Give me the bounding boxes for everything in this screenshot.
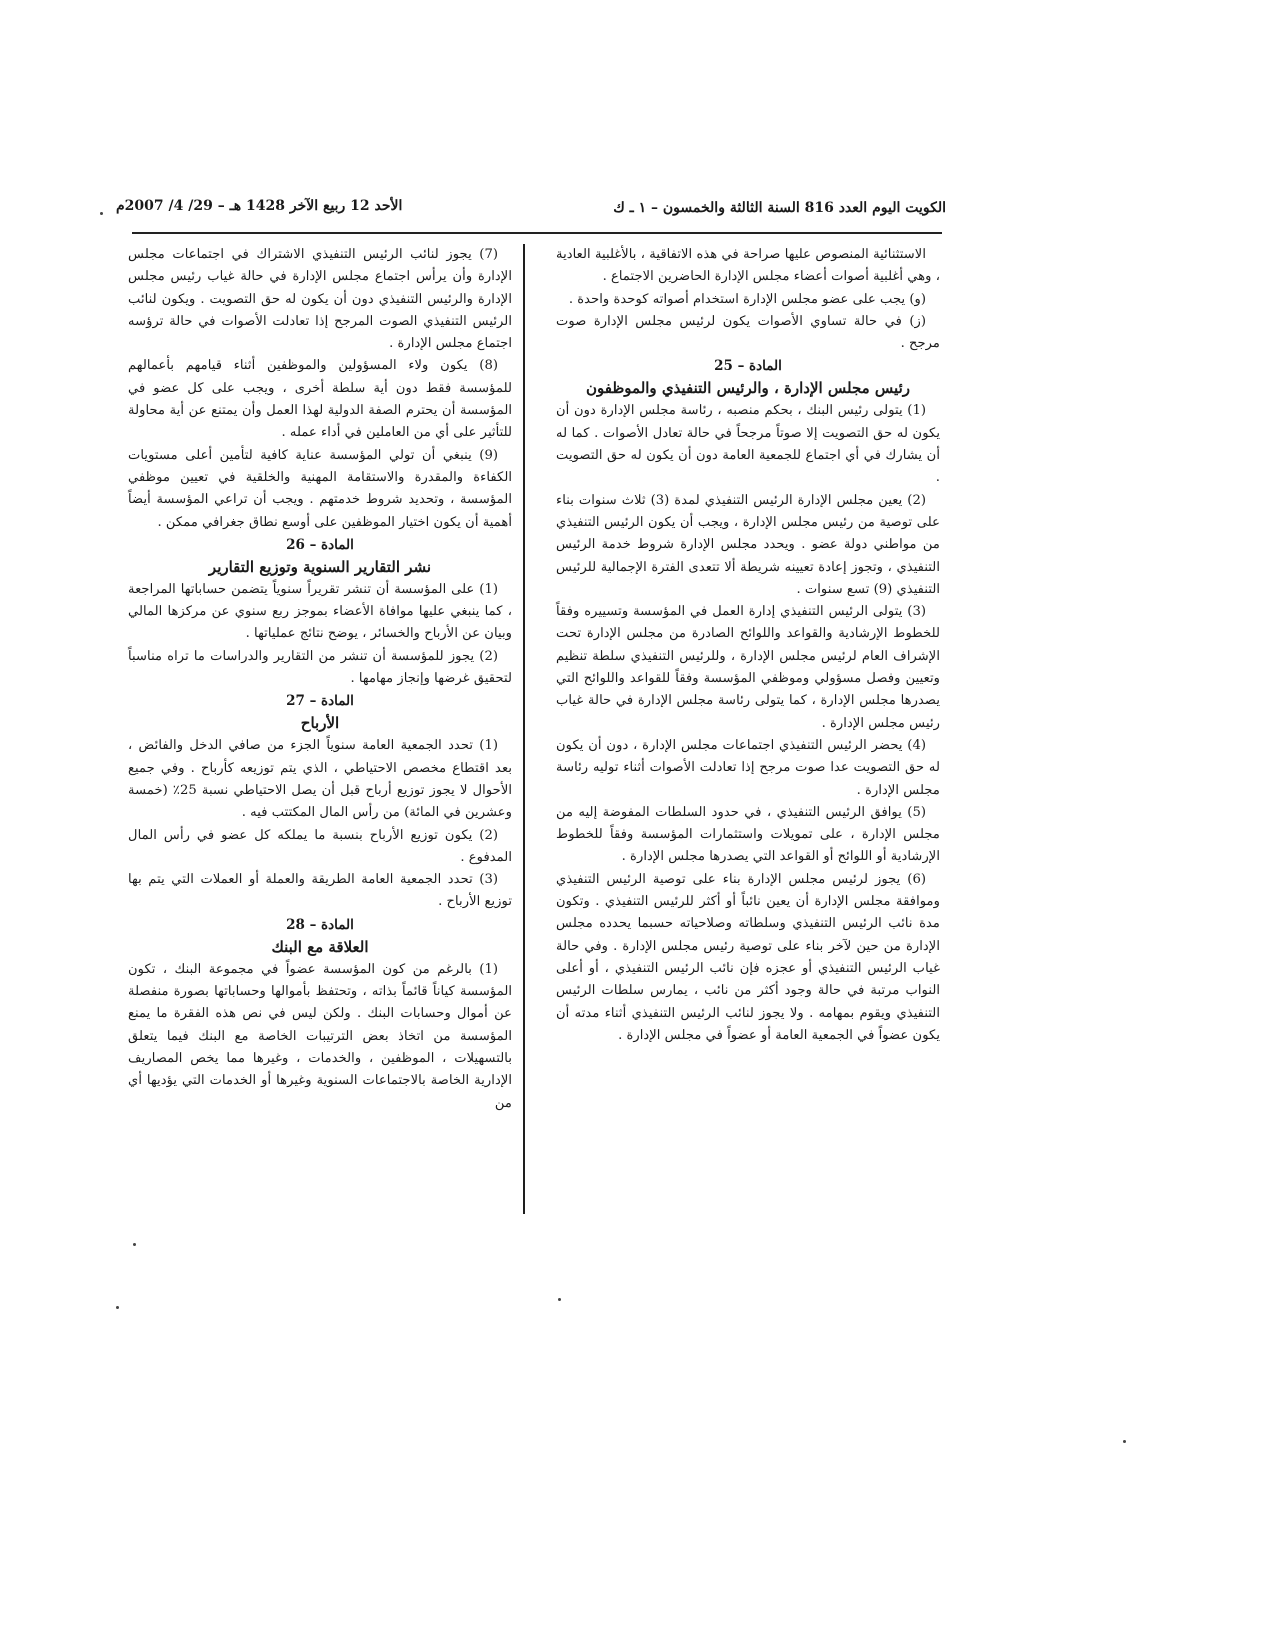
- page-header: [116, 196, 946, 222]
- paragraph: (7) يجوز لنائب الرئيس التنفيذي الاشتراك في اجتماعات مجلس الإدارة وأن يرأس اجتماع مجلس الإدارة في حالة غياب رئيس مجلس الإدارة والرئيس التنفيذي دون أن يكون له حق التصويت . ويكون لنائب الرئيس التنفيذي الصوت المرجح إذا تعادلت الأصوات في حالة ترؤسه اجتماع مجلس الإدارة .: [128, 247, 512, 352]
- article-number: المادة – 27: [286, 693, 354, 710]
- paragraph: (9) ينبغي أن تولي المؤسسة عناية كافية لتأمين أعلى مستويات الكفاءة والمقدرة والاستقامة المهنية والخلقية في تعيين موظفي المؤسسة ، وتحديد شروط خدمتهم . ويجب أن تراعي المؤسسة أيضاً أهمية أن يكون اختيار الموظفين على أوسع نطاق جغرافي ممكن .: [128, 447, 512, 530]
- paragraph: (3) يتولى الرئيس التنفيذي إدارة العمل في المؤسسة وتسييره وفقاً للخطوط الإرشادية والقواعد واللوائح الصادرة من مجلس الإدارة تحت الإشراف العام لرئيس مجلس الإدارة ، وللرئيس التنفيذي سلطة تنظيم وتعيين وفصل مسؤولي وموظفي المؤسسة وفقاً للقواعد واللوائح التي يصدرها مجلس الإدارة ، كما يتولى رئاسة مجلس الإدارة في حالة غياب رئيس مجلس الإدارة .: [556, 604, 940, 731]
- paragraph: (1) يتولى رئيس البنك ، بحكم منصبه ، رئاسة مجلس الإدارة دون أن يكون له حق التصويت إلا صوتاً مرجحاً في حالة تعادل الأصوات . كما له أن يشارك في أي اجتماع للجمعية العامة دون أن يكون له حق التصويت .: [556, 403, 940, 486]
- right-column: [556, 244, 940, 1047]
- publication-info: الكويت اليوم العدد 816 السنة الثالثة والخمسون – ١ ـ ك: [613, 200, 946, 216]
- article-number: المادة – 25: [714, 358, 782, 375]
- article-title: الأرباح: [300, 714, 340, 733]
- article-title: نشر التقارير السنوية وتوزيع التقارير: [208, 557, 432, 576]
- header-rule: [132, 232, 942, 234]
- paragraph: (5) يوافق الرئيس التنفيذي ، في حدود السلطات المفوضة إليه من مجلس الإدارة ، على تمويلات واستثمارات المؤسسة وفقاً للخطوط الإرشادية أو اللوائح أو القواعد التي يصدرها مجلس الإدارة .: [556, 804, 940, 865]
- scan-speck: [133, 1243, 136, 1246]
- scan-speck: [1123, 1440, 1126, 1443]
- issue-date: الأحد 12 ربيع الآخر 1428 هـ – 29/ 4/ 2007م: [116, 198, 403, 214]
- paragraph: (2) يجوز للمؤسسة أن تنشر من التقارير والدراسات ما تراه مناسباً لتحقيق غرضها وإنجاز مهامها .: [128, 648, 512, 687]
- paragraph: (1) بالرغم من كون المؤسسة عضواً في مجموعة البنك ، تكون المؤسسة كياناً قائماً بذاته ، وتحتفظ بأموالها وحساباتها بصورة منفصلة عن أموال وحسابات البنك . ولكن ليس في نص هذه الفقرة ما يمنع المؤسسة من اتخاذ بعض الترتيبات الخاصة مع البنك فيما يتعلق بالتسهيلات ، الموظفين ، والخدمات ، وغيرها مما يخص المصاريف الإدارية الخاصة بالاجتماعات السنوية وغيرها أو الخدمات التي يؤديها أي من: [128, 961, 512, 1111]
- scan-speck: [558, 1298, 561, 1301]
- paragraph: الاستثنائية المنصوص عليها صراحة في هذه الاتفاقية ، بالأغلبية العادية ، وهي أغلبية أصوات أعضاء مجلس الإدارة الحاضرين الاجتماع .: [556, 247, 940, 285]
- paragraph: (6) يجوز لرئيس مجلس الإدارة بناء على توصية الرئيس التنفيذي وموافقة مجلس الإدارة أن يعين نائباً أو أكثر للرئيس التنفيذي . وتكون مدة نائب الرئيس التنفيذي وسلطاته وصلاحياته حسبما يحدده مجلس الإدارة من حين لآخر بناء على توصية رئيس مجلس الإدارة . وفي حالة غياب الرئيس التنفيذي أو عجزه فإن نائب الرئيس التنفيذي ، أو أعلى النواب مرتبة في حالة وجود أكثر من نائب ، يمارس سلطات الرئيس التنفيذي ويقوم بمهامه . ولا يجوز لنائب الرئيس التنفيذي أثناء مدته أن يكون عضواً في الجمعية العامة أو عضواً في مجلس الإدارة .: [556, 871, 940, 1043]
- paragraph: (1) على المؤسسة أن تنشر تقريراً سنوياً يتضمن حساباتها المراجعة ، كما ينبغي عليها موافاة الأعضاء بموجز ربع سنوي عن مركزها المالي وبيان عن الأرباح والخسائر ، يوضح نتائج عملياتها .: [128, 581, 512, 642]
- article-number: المادة – 26: [286, 536, 354, 553]
- paragraph: (2) يعين مجلس الإدارة الرئيس التنفيذي لمدة (3) ثلاث سنوات بناء على توصية من رئيس مجلس الإدارة ، ويجب أن يكون الرئيس التنفيذي من مواطني دولة عضو . ويحدد مجلس الإدارة شروط خدمة الرئيس التنفيذي ، وتجوز إعادة تعيينه شريطة ألا تتعدى الفترة الإجمالية للرئيس التنفيذي (9) تسع سنوات .: [556, 492, 940, 597]
- article-title: العلاقة مع البنك: [271, 937, 369, 956]
- column-divider: [523, 244, 525, 1214]
- left-column: [128, 244, 512, 1115]
- scan-speck: [100, 212, 103, 215]
- scan-speck: [116, 1306, 119, 1309]
- paragraph: (1) تحدد الجمعية العامة سنوياً الجزء من صافي الدخل والفائض ، بعد اقتطاع مخصص الاحتياطي ، الذي يتم توزيعه كأرباح . وفي جميع الأحوال لا يجوز توزيع أرباح قبل أن يصل الاحتياطي نسبة 25٪ (خمسة وعشرين في المائة) من رأس المال المكتتب فيه .: [128, 738, 512, 821]
- paragraph: (2) يكون توزيع الأرباح بنسبة ما يملكه كل عضو في رأس المال المدفوع .: [128, 827, 512, 865]
- paragraph: (3) تحدد الجمعية العامة الطريقة والعملة أو العملات التي يتم بها توزيع الأرباح .: [128, 872, 512, 910]
- article-title: رئيس مجلس الإدارة ، والرئيس التنفيذي والموظفون: [585, 379, 911, 398]
- article-number: المادة – 28: [286, 916, 354, 933]
- paragraph: (4) يحضر الرئيس التنفيذي اجتماعات مجلس الإدارة ، دون أن يكون له حق التصويت عدا صوت مرجح إذا تعادلت الأصوات أثناء توليه رئاسة مجلس الإدارة .: [556, 737, 940, 798]
- paragraph: (ز) في حالة تساوي الأصوات يكون لرئيس مجلس الإدارة صوت مرجح .: [556, 313, 940, 352]
- paragraph: (و) يجب على عضو مجلس الإدارة استخدام أصواته كوحدة واحدة .: [568, 291, 926, 307]
- paragraph: (8) يكون ولاء المسؤولين والموظفين أثناء قيامهم بأعمالهم للمؤسسة فقط دون أية سلطة أخرى ، ويجب على كل عضو في المؤسسة أن يحترم الصفة الدولية لهذا العمل وأن يمتنع عن أية محاولة للتأثير على أي من العاملين في أداء عمله .: [128, 358, 512, 441]
